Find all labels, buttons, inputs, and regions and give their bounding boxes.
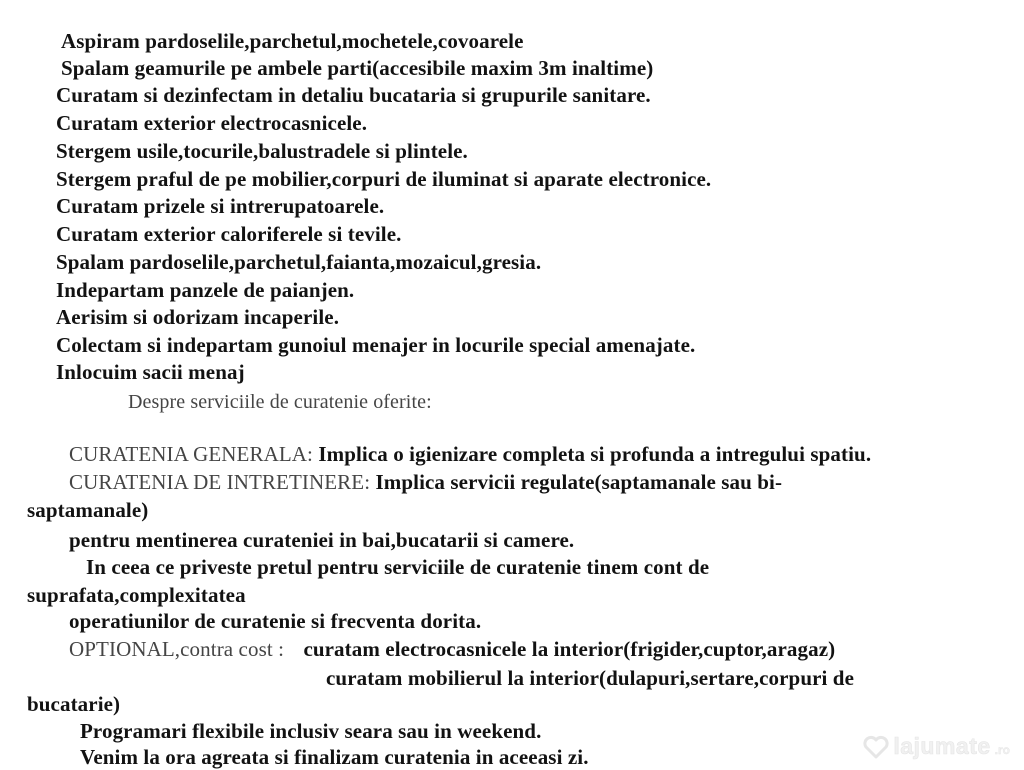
maintenance-cleaning-text-cont: saptamanale) <box>27 498 149 522</box>
pricing-line: operatiunilor de curatenie si frecventa dorita. <box>69 609 482 633</box>
service-line: Stergem usile,tocurile,balustradele si plintele. <box>56 139 468 163</box>
optional-paragraph <box>69 636 835 662</box>
service-line: Curatam prizele si intrerupatoarele. <box>56 194 385 218</box>
service-line: Aspiram pardoselile,parchetul,mochetele,covoarele <box>61 29 524 53</box>
service-line: Stergem praful de pe mobilier,corpuri de iluminat si aparate electronice. <box>56 167 712 191</box>
maintenance-cleaning-label: CURATENIA DE INTRETINERE: <box>69 470 371 494</box>
service-line: Inlocuim sacii menaj <box>56 360 245 384</box>
heart-icon <box>863 735 889 759</box>
general-cleaning-text: Implica o igienizare completa si profunda a intregului spatiu. <box>318 442 872 466</box>
general-cleaning-label: CURATENIA GENERALA: <box>69 442 313 466</box>
optional-item: curatam electrocasnicele la interior(frigider,cuptor,aragaz) <box>303 637 836 661</box>
maintenance-cleaning-text: Implica servicii regulate(saptamanale sau bi- <box>375 470 783 494</box>
service-line: Spalam pardoselile,parchetul,faianta,mozaicul,gresia. <box>56 250 542 274</box>
service-line: Spalam geamurile pe ambele parti(accesibile maxim 3m inaltime) <box>61 56 654 80</box>
closing-line: Programari flexibile inclusiv seara sau in weekend. <box>80 719 542 743</box>
pricing-line: In ceea ce priveste pretul pentru serviciile de curatenie tinem cont de <box>86 555 710 579</box>
general-cleaning-paragraph <box>69 441 871 467</box>
maintenance-cleaning-paragraph <box>69 469 782 495</box>
pricing-line: suprafata,complexitatea <box>27 583 246 607</box>
service-line: Curatam exterior electrocasnicele. <box>56 111 368 135</box>
service-line: Curatam si dezinfectam in detaliu bucataria si grupurile sanitare. <box>56 83 651 107</box>
maintenance-cleaning-text-cont2: pentru mentinerea curateniei in bai,bucatarii si camere. <box>69 528 575 552</box>
service-line: Aerisim si odorizam incaperile. <box>56 305 340 329</box>
optional-item-cont: bucatarie) <box>27 692 121 716</box>
optional-item: curatam mobilierul la interior(dulapuri,sertare,corpuri de <box>326 666 855 690</box>
site-watermark <box>863 733 1010 760</box>
service-line: Curatam exterior caloriferele si tevile. <box>56 222 402 246</box>
closing-line: Venim la ora agreata si finalizam curatenia in aceeasi zi. <box>80 745 589 769</box>
optional-label: OPTIONAL,contra cost : <box>69 637 285 661</box>
section-heading: Despre serviciile de curatenie oferite: <box>128 391 432 413</box>
watermark-brand: lajumate <box>893 733 991 759</box>
watermark-tld: .ro <box>994 742 1010 757</box>
service-line: Indepartam panzele de paianjen. <box>56 278 355 302</box>
service-line: Colectam si indepartam gunoiul menajer in locurile special amenajate. <box>56 333 696 357</box>
